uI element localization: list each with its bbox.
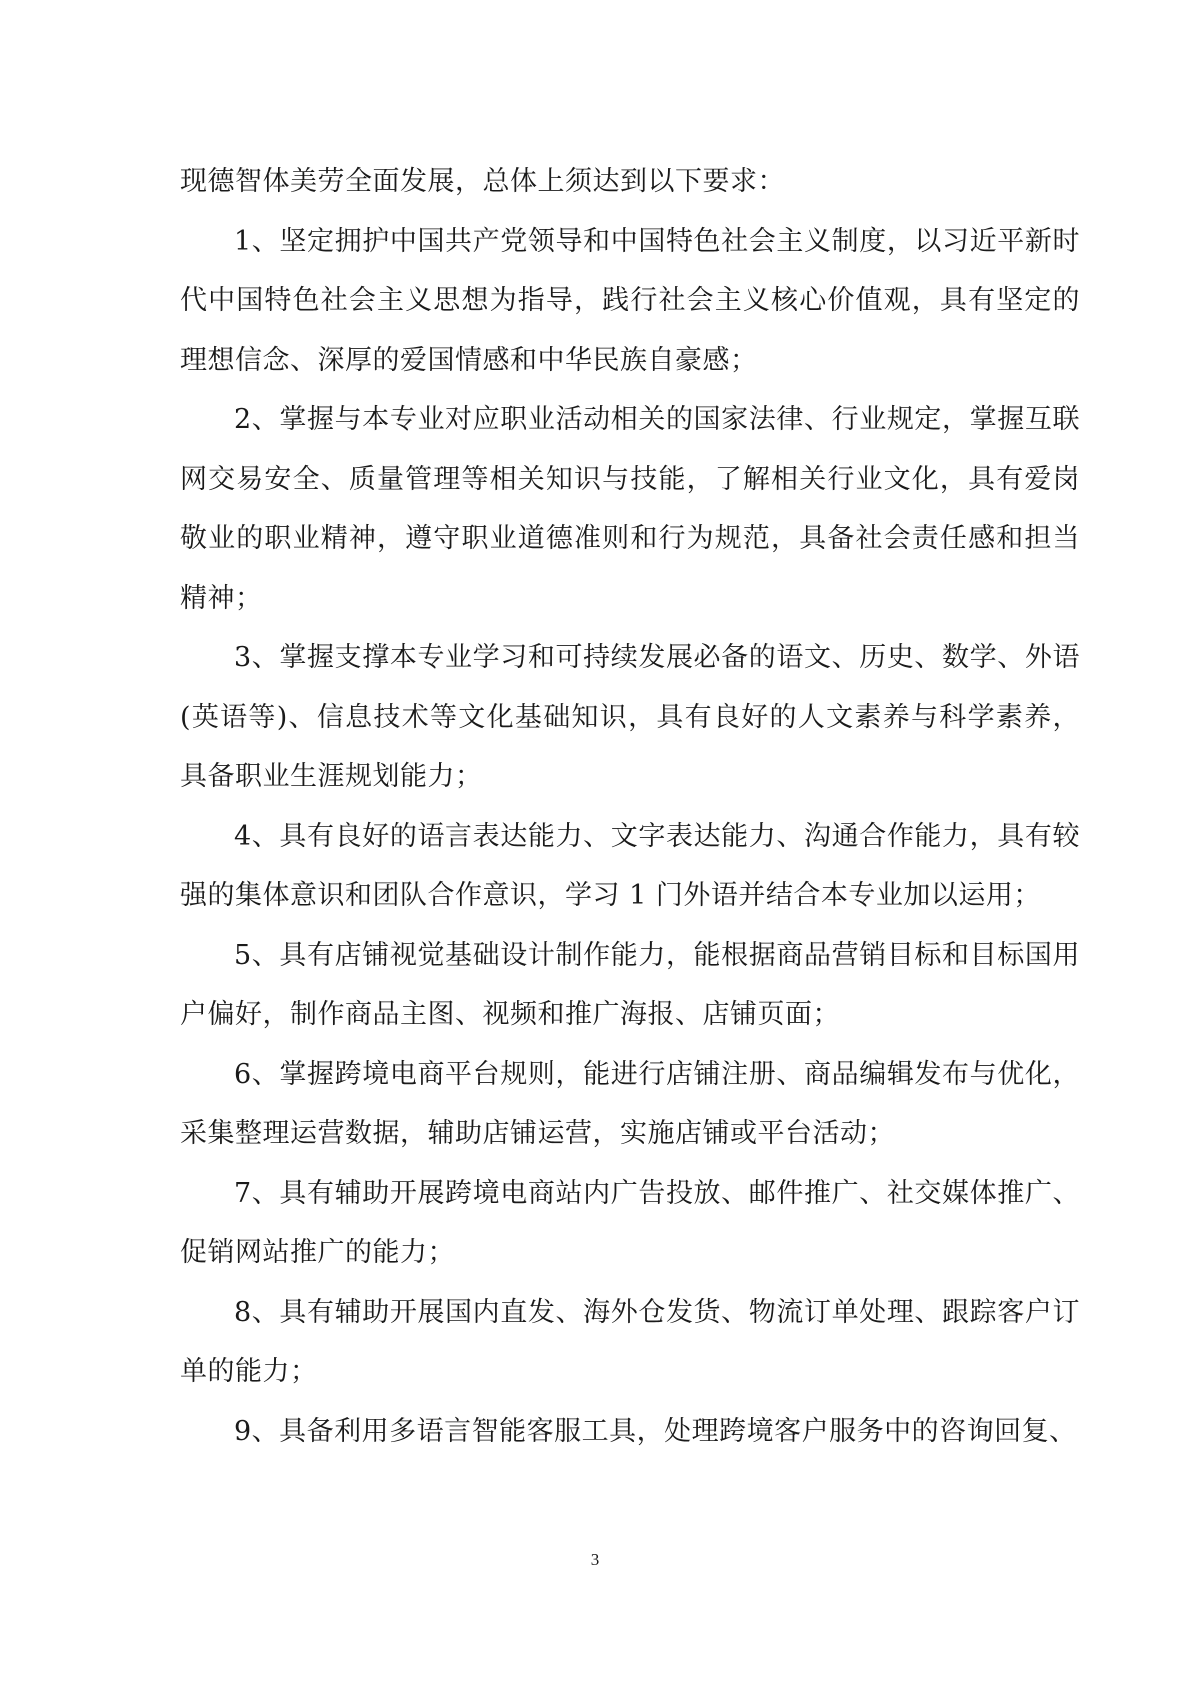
requirement-9: 9、具备利用多语言智能客服工具，处理跨境客户服务中的咨询回复、 — [234, 1415, 1077, 1447]
requirement-6: 6、掌握跨境电商平台规则，能进行店铺注册、商品编辑发布与优化，采集整理运营数据，辅助店铺运营，实施店铺或平台活动； — [180, 1058, 1080, 1149]
requirement-5: 5、具有店铺视觉基础设计制作能力，能根据商品营销目标和目标国用户偏好，制作商品主图、视频和推广海报、店铺页面； — [180, 939, 1080, 1030]
body-text — [180, 152, 1080, 1461]
requirement-8: 8、具有辅助开展国内直发、海外仓发货、物流订单处理、跟踪客户订单的能力； — [180, 1296, 1080, 1387]
requirement-1: 1、坚定拥护中国共产党领导和中国特色社会主义制度，以习近平新时代中国特色社会主义思想为指导，践行社会主义核心价值观，具有坚定的理想信念、深厚的爱国情感和中华民族自豪感； — [180, 225, 1080, 376]
requirement-2: 2、掌握与本专业对应职业活动相关的国家法律、行业规定，掌握互联网交易安全、质量管理等相关知识与技能，了解相关行业文化，具有爱岗敬业的职业精神，遵守职业道德准则和行为规范，具备社会责任感和担当精神； — [180, 404, 1080, 614]
requirement-3: 3、掌握支撑本专业学习和可持续发展必备的语文、历史、数学、外语(英语等)、信息技术等文化基础知识，具有良好的人文素养与科学素养，具备职业生涯规划能力； — [180, 642, 1080, 792]
requirement-4: 4、具有良好的语言表达能力、文字表达能力、沟通合作能力，具有较强的集体意识和团队合作意识，学习 1 门外语并结合本专业加以运用； — [180, 820, 1080, 911]
page-number: 3 — [590, 1550, 600, 1569]
paragraph-continuation: 现德智体美劳全面发展，总体上须达到以下要求： — [180, 166, 785, 197]
requirement-7: 7、具有辅助开展跨境电商站内广告投放、邮件推广、社交媒体推广、促销网站推广的能力； — [180, 1177, 1080, 1268]
